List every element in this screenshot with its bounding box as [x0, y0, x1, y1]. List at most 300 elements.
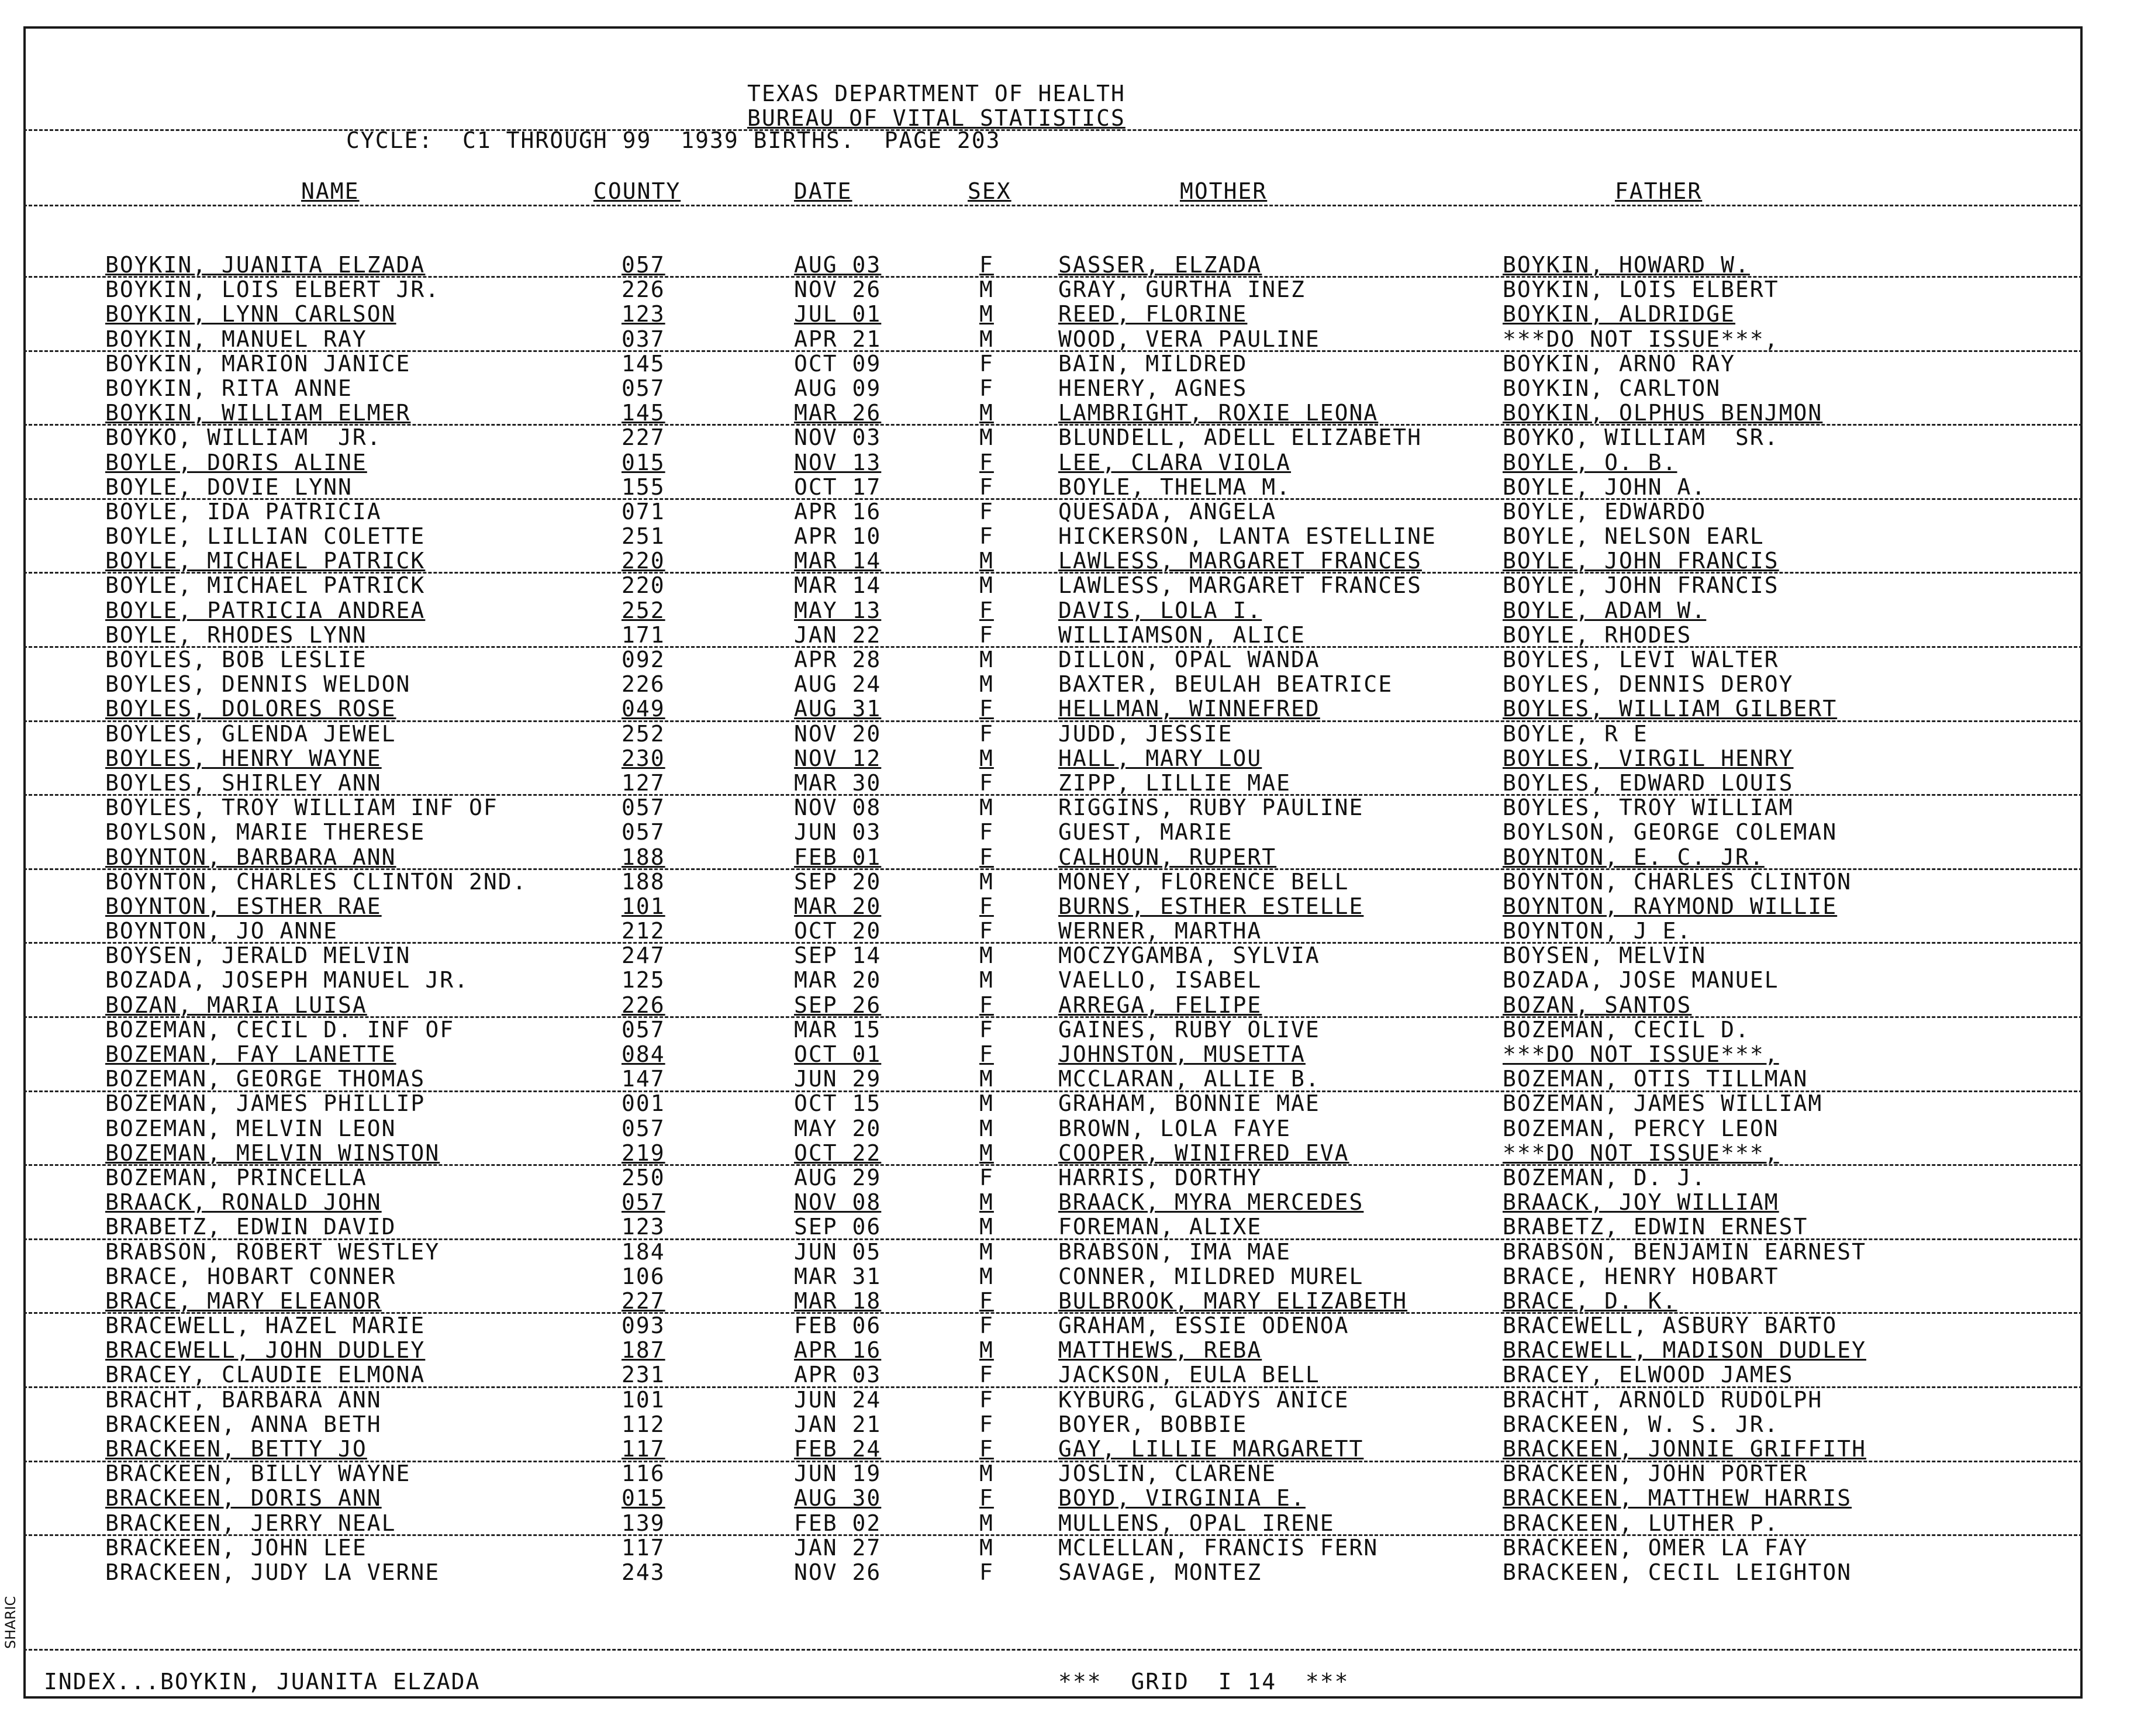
cell-sex: F: [979, 1362, 994, 1388]
cell-father: BOYKIN, OLPHUS BENJMON: [1503, 400, 1823, 426]
table-row: [0, 302, 2151, 326]
table-row: [0, 253, 2151, 277]
cell-date: AUG 09: [794, 375, 882, 401]
cell-mother: WERNER, MARTHA: [1058, 918, 1262, 944]
cell-county: 184: [622, 1238, 665, 1265]
cell-father: BRACKEEN, MATTHEW HARRIS: [1503, 1485, 1852, 1511]
table-row: [0, 277, 2151, 302]
table-row: [0, 1042, 2151, 1067]
cell-date: MAR 20: [794, 967, 882, 993]
cell-name: BOYNTON, CHARLES CLINTON 2ND.: [105, 868, 527, 895]
cell-name: BOYKIN, LOIS ELBERT JR.: [105, 277, 440, 303]
table-row: [0, 1190, 2151, 1214]
cell-date: AUG 30: [794, 1485, 882, 1511]
cell-date: APR 21: [794, 326, 882, 352]
cell-county: 220: [622, 572, 665, 599]
cell-date: MAR 14: [794, 572, 882, 599]
table-row: [0, 1240, 2151, 1264]
cell-mother: JOHNSTON, MUSETTA: [1058, 1041, 1306, 1067]
cell-father: BRABSON, BENJAMIN EARNEST: [1503, 1238, 1866, 1265]
cell-date: JAN 27: [794, 1534, 882, 1561]
cell-sex: F: [979, 819, 994, 845]
cell-name: BOYLES, GLENDA JEWEL: [105, 720, 396, 747]
cell-county: 227: [622, 424, 665, 451]
cell-sex: M: [979, 1115, 994, 1141]
cell-name: BOYKIN, LYNN CARLSON: [105, 301, 396, 327]
cell-father: ***DO NOT ISSUE***,: [1503, 1140, 1779, 1166]
cell-sex: M: [979, 1263, 994, 1289]
cell-mother: BRAACK, MYRA MERCEDES: [1058, 1189, 1364, 1216]
cell-mother: BURNS, ESTHER ESTELLE: [1058, 893, 1364, 919]
cell-mother: ZIPP, LILLIE MAE: [1058, 769, 1292, 796]
cell-father: BRACEWELL, MADISON DUDLEY: [1503, 1337, 1866, 1364]
cell-county: 071: [622, 498, 665, 524]
table-row: [0, 672, 2151, 696]
cell-father: BRACKEEN, JONNIE GRIFFITH: [1503, 1436, 1866, 1462]
cell-mother: MATTHEWS, REBA: [1058, 1337, 1262, 1364]
cell-name: BOZADA, JOSEPH MANUEL JR.: [105, 967, 469, 993]
cell-father: BRACEWELL, ASBURY BARTO: [1503, 1313, 1838, 1339]
cell-date: MAR 20: [794, 893, 882, 919]
column-header-father: FATHER: [1615, 178, 1703, 204]
cell-county: 057: [622, 1115, 665, 1141]
cell-sex: M: [979, 943, 994, 969]
cell-father: BOYKO, WILLIAM SR.: [1503, 424, 1779, 451]
cycle-line: CYCLE: C1 THROUGH 99 1939 BIRTHS. PAGE 203: [346, 127, 1001, 153]
cell-date: AUG 03: [794, 252, 882, 278]
cell-sex: M: [979, 548, 994, 574]
cell-date: APR 16: [794, 498, 882, 524]
table-row: [0, 795, 2151, 820]
cell-father: ***DO NOT ISSUE***,: [1503, 326, 1779, 352]
cell-sex: F: [979, 696, 994, 722]
cell-date: OCT 15: [794, 1090, 882, 1117]
cell-county: 057: [622, 795, 665, 821]
cell-father: BOZAN, SANTOS: [1503, 992, 1692, 1018]
table-row: [0, 993, 2151, 1017]
table-row: [0, 919, 2151, 943]
cell-county: 171: [622, 622, 665, 648]
row-separator: [23, 1016, 2083, 1018]
cell-date: MAR 15: [794, 1016, 882, 1043]
cell-father: BOZEMAN, OTIS TILLMAN: [1503, 1066, 1808, 1092]
cell-date: NOV 08: [794, 1189, 882, 1216]
cell-name: BRABETZ, EDWIN DAVID: [105, 1214, 396, 1240]
cell-sex: M: [979, 671, 994, 698]
cell-mother: BULBROOK, MARY ELIZABETH: [1058, 1288, 1408, 1314]
cell-sex: F: [979, 1313, 994, 1339]
cell-mother: BROWN, LOLA FAYE: [1058, 1115, 1292, 1141]
cell-county: 101: [622, 1386, 665, 1413]
cell-sex: F: [979, 918, 994, 944]
cell-sex: F: [979, 449, 994, 475]
table-row: [0, 1067, 2151, 1091]
cell-name: BRACKEEN, DORIS ANN: [105, 1485, 382, 1511]
cell-father: BOYLE, O. B.: [1503, 449, 1677, 475]
cell-mother: MCLELLAN, FRANCIS FERN: [1058, 1534, 1379, 1561]
table-row: [0, 573, 2151, 598]
cell-name: BRACKEEN, BETTY JO: [105, 1436, 367, 1462]
column-header-name: NAME: [301, 178, 360, 204]
cell-mother: JACKSON, EULA BELL: [1058, 1362, 1320, 1388]
cell-date: SEP 20: [794, 868, 882, 895]
cell-father: BOYLES, DENNIS DEROY: [1503, 671, 1794, 698]
cell-sex: M: [979, 745, 994, 771]
row-separator: [23, 646, 2083, 648]
cell-county: 212: [622, 918, 665, 944]
cell-name: BOYLE, IDA PATRICIA: [105, 498, 382, 524]
cell-county: 001: [622, 1090, 665, 1117]
cell-county: 145: [622, 400, 665, 426]
cell-mother: GUEST, MARIE: [1058, 819, 1233, 845]
cell-father: BOZEMAN, JAMES WILLIAM: [1503, 1090, 1823, 1117]
cell-name: BOZEMAN, MELVIN LEON: [105, 1115, 396, 1141]
cell-mother: BOYLE, THELMA M.: [1058, 474, 1292, 500]
cell-date: JAN 22: [794, 622, 882, 648]
column-header-divider: [23, 205, 2083, 206]
cell-mother: KYBURG, GLADYS ANICE: [1058, 1386, 1349, 1413]
cell-sex: M: [979, 1090, 994, 1117]
column-header-mother: MOTHER: [1180, 178, 1268, 204]
cell-name: BOYLSON, MARIE THERESE: [105, 819, 426, 845]
cell-date: NOV 20: [794, 720, 882, 747]
cell-county: 252: [622, 720, 665, 747]
cell-father: BOZEMAN, CECIL D.: [1503, 1016, 1750, 1043]
cell-sex: M: [979, 967, 994, 993]
cell-date: SEP 06: [794, 1214, 882, 1240]
cell-name: BOZEMAN, CECIL D. INF OF: [105, 1016, 455, 1043]
cell-county: 057: [622, 1189, 665, 1216]
cell-mother: BAXTER, BEULAH BEATRICE: [1058, 671, 1393, 698]
cell-sex: F: [979, 523, 994, 550]
cell-name: BRACKEEN, BILLY WAYNE: [105, 1461, 411, 1487]
cell-sex: F: [979, 1288, 994, 1314]
cell-date: APR 28: [794, 647, 882, 672]
cell-father: BOYLE, EDWARDO: [1503, 498, 1707, 524]
cell-mother: HARRIS, DORTHY: [1058, 1164, 1262, 1190]
cell-name: BOYSEN, JERALD MELVIN: [105, 943, 411, 969]
cell-mother: GAY, LILLIE MARGARETT: [1058, 1436, 1364, 1462]
cell-date: SEP 26: [794, 992, 882, 1018]
table-row: [0, 1560, 2151, 1585]
footer-index: INDEX...BOYKIN, JUANITA ELZADA: [44, 1669, 481, 1694]
cell-father: BOYNTON, E. C. JR.: [1503, 844, 1765, 870]
table-row: [0, 1535, 2151, 1560]
cell-sex: F: [979, 1436, 994, 1462]
row-separator: [23, 276, 2083, 278]
cell-date: FEB 01: [794, 844, 882, 870]
cell-date: OCT 17: [794, 474, 882, 500]
footer-grid: *** GRID I 14 ***: [1058, 1669, 1349, 1694]
cell-mother: LAMBRIGHT, ROXIE LEONA: [1058, 400, 1379, 426]
cell-mother: WILLIAMSON, ALICE: [1058, 622, 1306, 648]
cell-name: BOZEMAN, FAY LANETTE: [105, 1041, 396, 1067]
cell-mother: CONNER, MILDRED MUREL: [1058, 1263, 1364, 1289]
cell-county: 057: [622, 1016, 665, 1043]
cell-name: BOYLE, MICHAEL PATRICK: [105, 548, 426, 574]
cell-mother: FOREMAN, ALIXE: [1058, 1214, 1262, 1240]
cell-county: 084: [622, 1041, 665, 1067]
cell-sex: F: [979, 769, 994, 796]
cell-sex: M: [979, 868, 994, 895]
cell-father: BOYLSON, GEORGE COLEMAN: [1503, 819, 1838, 845]
cell-mother: HELLMAN, WINNEFRED: [1058, 696, 1320, 722]
cell-date: JUL 01: [794, 301, 882, 327]
cell-name: BRACKEEN, JERRY NEAL: [105, 1510, 396, 1536]
cell-name: BOYLES, HENRY WAYNE: [105, 745, 382, 771]
cell-name: BRACHT, BARBARA ANN: [105, 1386, 382, 1413]
cell-mother: MULLENS, OPAL IRENE: [1058, 1510, 1335, 1536]
cell-father: BOYNTON, J E.: [1503, 918, 1692, 944]
cell-name: BOYKIN, RITA ANNE: [105, 375, 353, 401]
cell-sex: M: [979, 326, 994, 352]
cell-sex: F: [979, 375, 994, 401]
cell-county: 147: [622, 1066, 665, 1092]
table-row: [0, 943, 2151, 968]
cell-name: BOYLES, BOB LESLIE: [105, 647, 367, 672]
cell-sex: M: [979, 1337, 994, 1364]
cell-county: 250: [622, 1164, 665, 1190]
cell-sex: M: [979, 795, 994, 821]
cell-name: BOYLES, TROY WILLIAM INF OF: [105, 795, 498, 821]
cell-mother: WOOD, VERA PAULINE: [1058, 326, 1320, 352]
cell-mother: BRABSON, IMA MAE: [1058, 1238, 1292, 1265]
cell-father: BOYLE, JOHN A.: [1503, 474, 1707, 500]
cell-county: 251: [622, 523, 665, 550]
table-row: [0, 524, 2151, 548]
table-row: [0, 376, 2151, 401]
table-row: [0, 598, 2151, 623]
row-separator: [23, 498, 2083, 500]
cell-date: MAR 30: [794, 769, 882, 796]
cell-county: 219: [622, 1140, 665, 1166]
cell-date: FEB 06: [794, 1313, 882, 1339]
table-row: [0, 1141, 2151, 1165]
cell-name: BRACE, MARY ELEANOR: [105, 1288, 382, 1314]
cell-mother: BLUNDELL, ADELL ELIZABETH: [1058, 424, 1422, 451]
cell-sex: F: [979, 1411, 994, 1437]
records-table: [0, 253, 2151, 1585]
cell-county: 057: [622, 375, 665, 401]
cell-mother: LEE, CLARA VIOLA: [1058, 449, 1292, 475]
table-row: [0, 475, 2151, 499]
table-row: [0, 1338, 2151, 1362]
cell-father: BOYLE, JOHN FRANCIS: [1503, 548, 1779, 574]
cell-date: MAR 26: [794, 400, 882, 426]
table-row: [0, 647, 2151, 672]
cell-sex: F: [979, 1016, 994, 1043]
cell-sex: F: [979, 498, 994, 524]
table-row: [0, 746, 2151, 771]
table-row: [0, 401, 2151, 425]
cell-father: BOYKIN, HOWARD W.: [1503, 252, 1750, 278]
cell-sex: M: [979, 1066, 994, 1092]
cell-county: 226: [622, 992, 665, 1018]
table-row: [0, 820, 2151, 844]
row-separator: [23, 1238, 2083, 1240]
cell-father: BRAACK, JOY WILLIAM: [1503, 1189, 1779, 1216]
cell-date: SEP 14: [794, 943, 882, 969]
cell-sex: M: [979, 1140, 994, 1166]
cell-county: 037: [622, 326, 665, 352]
cell-county: 188: [622, 844, 665, 870]
cell-county: 093: [622, 1313, 665, 1339]
cell-name: BOZEMAN, MELVIN WINSTON: [105, 1140, 440, 1166]
table-row: [0, 1017, 2151, 1042]
cell-sex: M: [979, 424, 994, 451]
cell-sex: F: [979, 252, 994, 278]
cell-mother: HENERY, AGNES: [1058, 375, 1248, 401]
cell-date: NOV 03: [794, 424, 882, 451]
footer-divider: [23, 1649, 2083, 1651]
cell-father: BRACKEEN, CECIL LEIGHTON: [1503, 1559, 1852, 1585]
table-row: [0, 1313, 2151, 1338]
cell-father: BOYLE, JOHN FRANCIS: [1503, 572, 1779, 599]
table-row: [0, 499, 2151, 524]
cell-name: BOYKIN, MANUEL RAY: [105, 326, 367, 352]
cell-name: BOYLES, SHIRLEY ANN: [105, 769, 382, 796]
cell-date: AUG 31: [794, 696, 882, 722]
cell-father: BOYLES, LEVI WALTER: [1503, 647, 1779, 672]
cell-county: 145: [622, 350, 665, 377]
cell-mother: MONEY, FLORENCE BELL: [1058, 868, 1349, 895]
cell-sex: M: [979, 1534, 994, 1561]
row-separator: [23, 424, 2083, 426]
table-row: [0, 450, 2151, 475]
cell-county: 226: [622, 671, 665, 698]
table-row: [0, 1214, 2151, 1239]
column-header-sex: SEX: [968, 178, 1011, 204]
cell-sex: F: [979, 893, 994, 919]
cell-county: 116: [622, 1461, 665, 1487]
cell-father: BOZEMAN, D. J.: [1503, 1164, 1707, 1190]
cell-father: BOYSEN, MELVIN: [1503, 943, 1707, 969]
cell-county: 101: [622, 893, 665, 919]
cell-date: FEB 24: [794, 1436, 882, 1462]
cell-father: BOYLE, ADAM W.: [1503, 597, 1707, 623]
table-row: [0, 968, 2151, 992]
column-header-date: DATE: [794, 178, 852, 204]
table-row: [0, 771, 2151, 795]
cell-mother: ARREGA, FELIPE: [1058, 992, 1262, 1018]
cell-name: BOZEMAN, GEORGE THOMAS: [105, 1066, 426, 1092]
cell-mother: HICKERSON, LANTA ESTELLINE: [1058, 523, 1437, 550]
cell-county: 139: [622, 1510, 665, 1536]
cell-father: BRACKEEN, OMER LA FAY: [1503, 1534, 1808, 1561]
row-separator: [23, 1164, 2083, 1166]
cell-date: MAR 31: [794, 1263, 882, 1289]
cell-county: 243: [622, 1559, 665, 1585]
cell-father: BRACKEEN, JOHN PORTER: [1503, 1461, 1808, 1487]
cell-sex: M: [979, 400, 994, 426]
cell-father: ***DO NOT ISSUE***,: [1503, 1041, 1779, 1067]
cell-sex: M: [979, 1461, 994, 1487]
cell-mother: BAIN, MILDRED: [1058, 350, 1248, 377]
cell-county: 188: [622, 868, 665, 895]
row-separator: [23, 942, 2083, 944]
cell-sex: M: [979, 572, 994, 599]
cell-mother: SASSER, ELZADA: [1058, 252, 1262, 278]
cell-date: AUG 24: [794, 671, 882, 698]
cell-sex: F: [979, 597, 994, 623]
cell-sex: M: [979, 647, 994, 672]
cell-father: BOYKIN, CARLTON: [1503, 375, 1721, 401]
cell-mother: GAINES, RUBY OLIVE: [1058, 1016, 1320, 1043]
cell-county: 106: [622, 1263, 665, 1289]
cell-sex: M: [979, 301, 994, 327]
cell-date: JUN 05: [794, 1238, 882, 1265]
column-header-county: COUNTY: [593, 178, 681, 204]
cell-name: BOYKO, WILLIAM JR.: [105, 424, 382, 451]
cell-sex: M: [979, 1189, 994, 1216]
cell-date: NOV 13: [794, 449, 882, 475]
table-row: [0, 351, 2151, 376]
table-row: [0, 1511, 2151, 1535]
cell-date: APR 16: [794, 1337, 882, 1364]
table-row: [0, 1437, 2151, 1461]
cell-sex: F: [979, 474, 994, 500]
cell-name: BOYNTON, BARBARA ANN: [105, 844, 396, 870]
cell-mother: DAVIS, LOLA I.: [1058, 597, 1262, 623]
cell-date: MAY 13: [794, 597, 882, 623]
cell-date: JUN 19: [794, 1461, 882, 1487]
cell-date: OCT 01: [794, 1041, 882, 1067]
cell-sex: M: [979, 1214, 994, 1240]
cell-sex: F: [979, 720, 994, 747]
cell-father: BOZADA, JOSE MANUEL: [1503, 967, 1779, 993]
cell-name: BRACKEEN, JUDY LA VERNE: [105, 1559, 440, 1585]
cell-date: JAN 21: [794, 1411, 882, 1437]
cell-name: BRACEWELL, JOHN DUDLEY: [105, 1337, 426, 1364]
cell-mother: JOSLIN, CLARENE: [1058, 1461, 1277, 1487]
cell-date: NOV 26: [794, 1559, 882, 1585]
cell-sex: M: [979, 277, 994, 303]
cell-name: BOYLE, PATRICIA ANDREA: [105, 597, 426, 623]
cell-date: OCT 09: [794, 350, 882, 377]
cell-sex: F: [979, 1559, 994, 1585]
cell-name: BRACEWELL, HAZEL MARIE: [105, 1313, 426, 1339]
row-separator: [23, 868, 2083, 870]
cell-date: JUN 29: [794, 1066, 882, 1092]
cell-father: BRACKEEN, LUTHER P.: [1503, 1510, 1779, 1536]
cell-sex: F: [979, 1386, 994, 1413]
row-separator: [23, 572, 2083, 574]
cell-name: BOYNTON, ESTHER RAE: [105, 893, 382, 919]
cell-mother: VAELLO, ISABEL: [1058, 967, 1262, 993]
table-row: [0, 1362, 2151, 1387]
cell-father: BOYNTON, RAYMOND WILLIE: [1503, 893, 1838, 919]
row-separator: [23, 1461, 2083, 1462]
cell-name: BOZEMAN, JAMES PHILLIP: [105, 1090, 426, 1117]
cell-name: BRACKEEN, JOHN LEE: [105, 1534, 367, 1561]
cell-mother: QUESADA, ANGELA: [1058, 498, 1277, 524]
cell-sex: F: [979, 1164, 994, 1190]
cell-father: BOYKIN, ALDRIDGE: [1503, 301, 1736, 327]
cell-name: BRACKEEN, ANNA BETH: [105, 1411, 382, 1437]
cell-name: BOYLE, DORIS ALINE: [105, 449, 367, 475]
cell-mother: BOYD, VIRGINIA E.: [1058, 1485, 1306, 1511]
cell-father: BOYNTON, CHARLES CLINTON: [1503, 868, 1852, 895]
row-separator: [23, 350, 2083, 352]
cell-name: BRACE, HOBART CONNER: [105, 1263, 396, 1289]
cell-mother: GRAHAM, ESSIE ODENOA: [1058, 1313, 1349, 1339]
table-row: [0, 696, 2151, 721]
table-row: [0, 425, 2151, 450]
cell-sex: F: [979, 350, 994, 377]
cell-sex: F: [979, 1041, 994, 1067]
cell-county: 123: [622, 301, 665, 327]
cell-county: 227: [622, 1288, 665, 1314]
